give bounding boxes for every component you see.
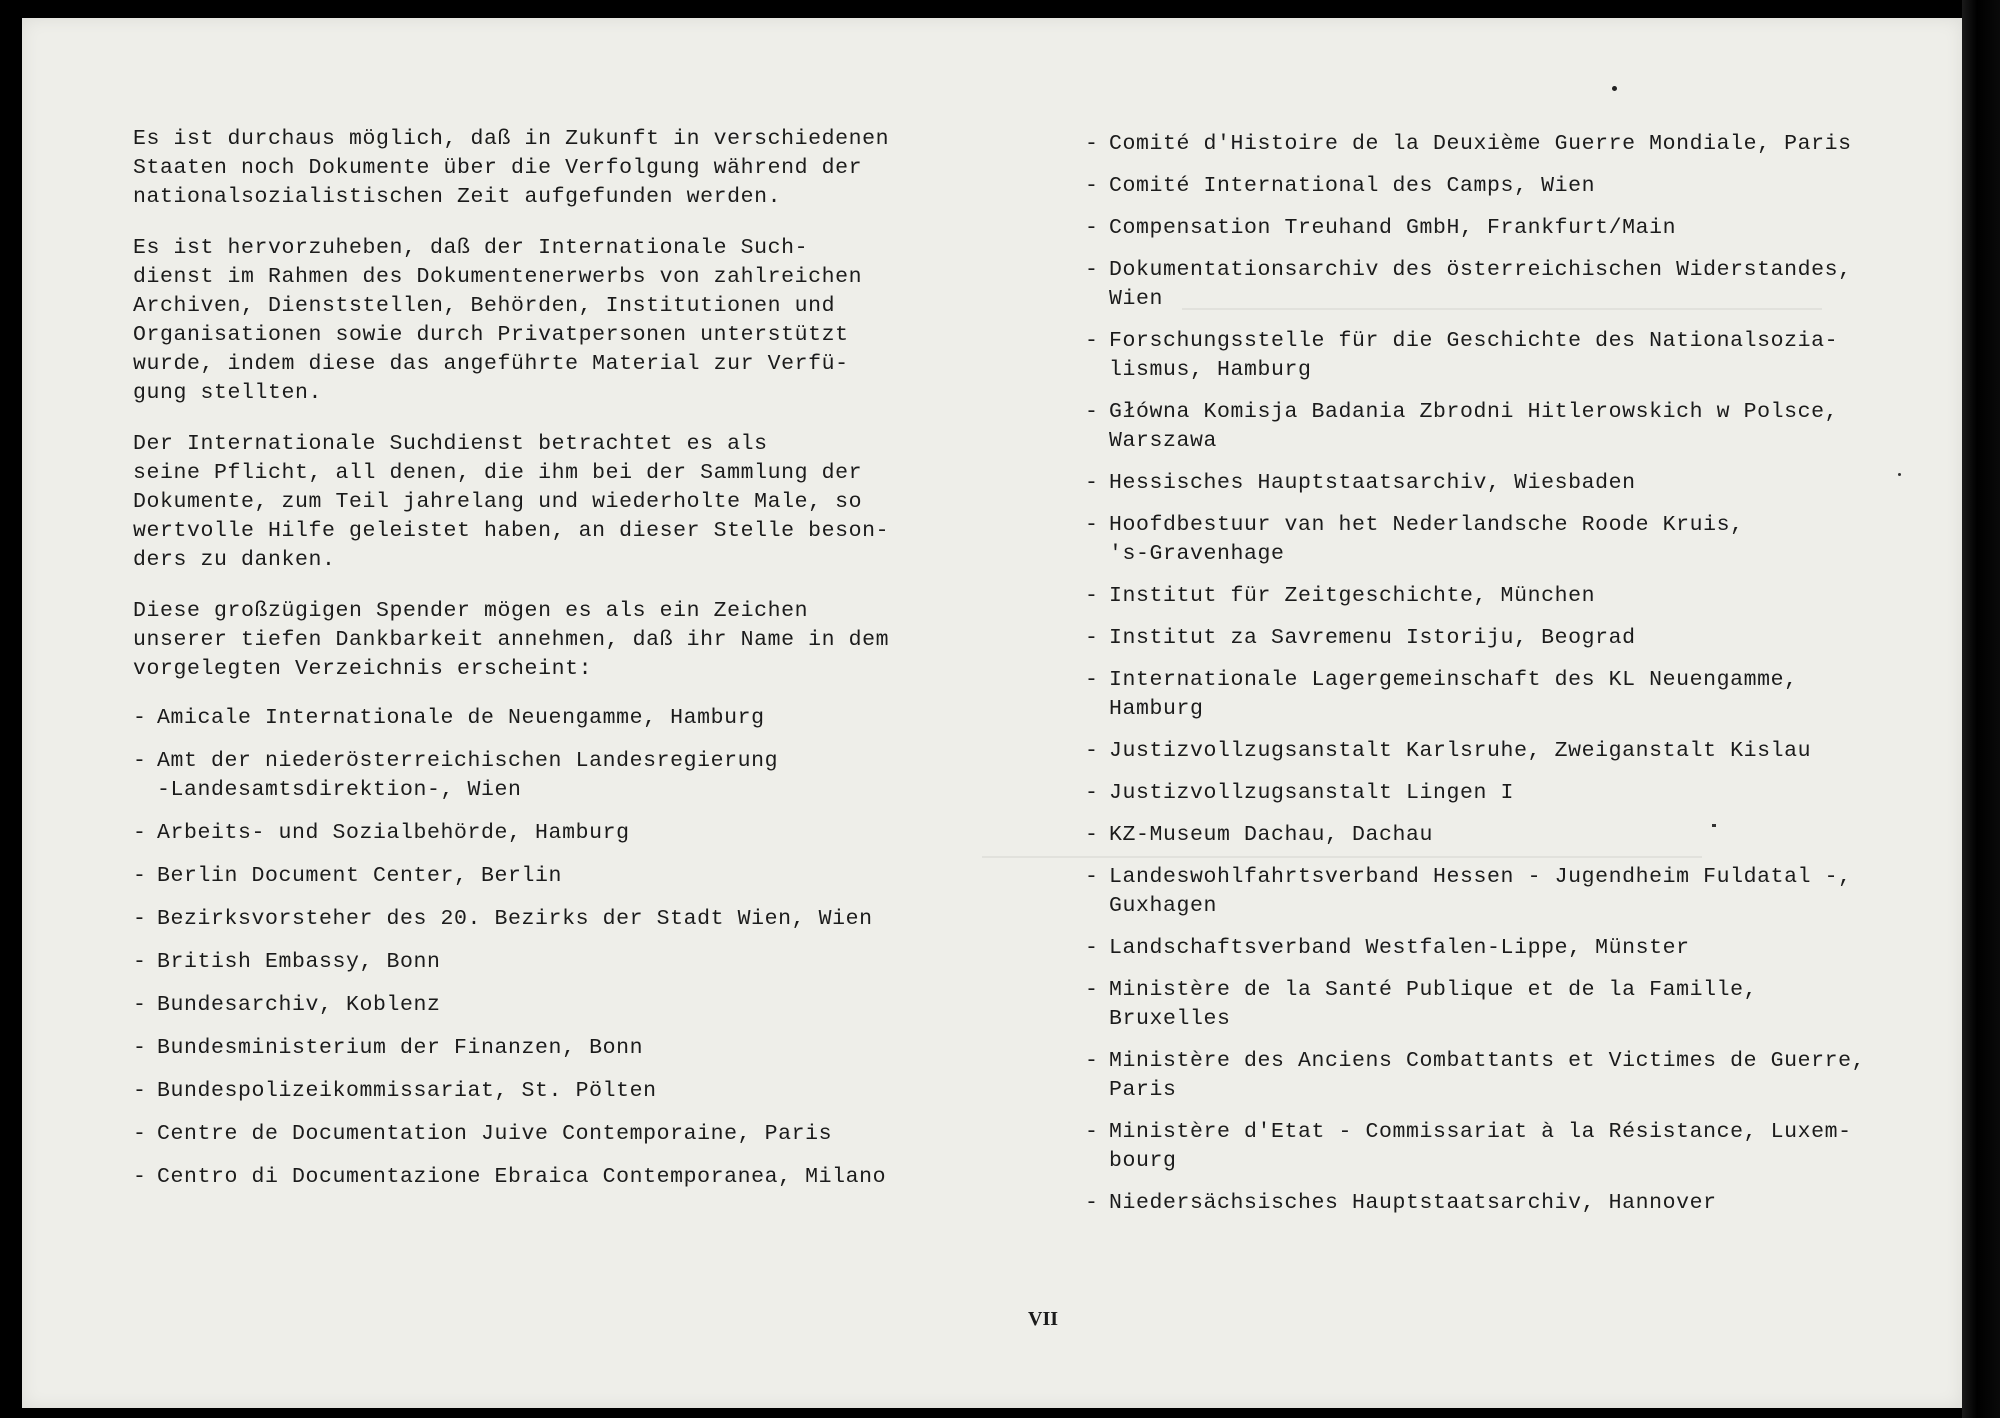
list-item bbox=[1085, 582, 1945, 611]
list-item-text: Bezirksvorsteher des 20. Bezirks der Stadt Wien, Wien bbox=[157, 907, 873, 931]
bullet-dash: - bbox=[133, 1165, 147, 1189]
bullet-dash: - bbox=[1085, 1120, 1099, 1144]
ink-speck bbox=[1712, 824, 1716, 827]
list-item-text: Justizvollzugsanstalt Lingen I bbox=[1109, 781, 1515, 805]
list-item bbox=[1085, 934, 1945, 963]
list-item bbox=[1085, 1047, 1945, 1105]
list-item-text: Ministère d'Etat - Commissariat à la Résistance, Luxem- bourg bbox=[1109, 1120, 1852, 1173]
bullet-dash: - bbox=[1085, 471, 1099, 495]
list-item bbox=[133, 747, 973, 805]
list-item-text: Bundespolizeikommissariat, St. Pölten bbox=[157, 1079, 657, 1103]
list-item bbox=[133, 704, 973, 733]
list-item-text: Ministère des Anciens Combattants et Victimes de Guerre, Paris bbox=[1109, 1049, 1866, 1102]
donor-list-right bbox=[1085, 130, 1945, 1218]
donor-list-left bbox=[133, 704, 973, 1192]
bullet-dash: - bbox=[1085, 174, 1099, 198]
document-page bbox=[22, 18, 1962, 1408]
list-item bbox=[1085, 779, 1945, 808]
list-item-text: Arbeits- und Sozialbehörde, Hamburg bbox=[157, 821, 630, 845]
list-item-text: Bundesarchiv, Koblenz bbox=[157, 993, 441, 1017]
bullet-dash: - bbox=[1085, 258, 1099, 282]
list-item-text: Amicale Internationale de Neuengamme, Hamburg bbox=[157, 706, 765, 730]
bullet-dash: - bbox=[133, 1036, 147, 1060]
list-item bbox=[133, 819, 973, 848]
list-item bbox=[1085, 398, 1945, 456]
bullet-dash: - bbox=[1085, 584, 1099, 608]
bullet-dash: - bbox=[1085, 132, 1099, 156]
bullet-dash: - bbox=[133, 864, 147, 888]
bullet-dash: - bbox=[133, 749, 147, 773]
list-item-text: Ministère de la Santé Publique et de la Famille, Bruxelles bbox=[1109, 978, 1758, 1031]
list-item-text: Compensation Treuhand GmbH, Frankfurt/Main bbox=[1109, 216, 1677, 240]
list-item-text: Hoofdbestuur van het Nederlandsche Roode Kruis, 's-Gravenhage bbox=[1109, 513, 1744, 566]
ink-speck bbox=[1612, 86, 1617, 91]
bullet-dash: - bbox=[1085, 823, 1099, 847]
list-item-text: Amt der niederösterreichischen Landesregierung -Landesamtsdirektion-, Wien bbox=[157, 749, 779, 802]
list-item bbox=[1085, 256, 1945, 314]
bullet-dash: - bbox=[1085, 865, 1099, 889]
scanner-edge bbox=[1962, 0, 2000, 1418]
list-item-text: Hessisches Hauptstaatsarchiv, Wiesbaden bbox=[1109, 471, 1636, 495]
bullet-dash: - bbox=[1085, 1049, 1099, 1073]
bullet-dash: - bbox=[1085, 513, 1099, 537]
list-item-text: Comité d'Histoire de la Deuxième Guerre Mondiale, Paris bbox=[1109, 132, 1852, 156]
bullet-dash: - bbox=[1085, 781, 1099, 805]
list-item-text: Internationale Lagergemeinschaft des KL Neuengamme, Hamburg bbox=[1109, 668, 1798, 721]
bullet-dash: - bbox=[1085, 626, 1099, 650]
list-item-text: Landschaftsverband Westfalen-Lippe, Münster bbox=[1109, 936, 1690, 960]
bullet-dash: - bbox=[133, 907, 147, 931]
list-item bbox=[133, 948, 973, 977]
list-item bbox=[1085, 976, 1945, 1034]
list-item bbox=[1085, 130, 1945, 159]
paragraph-support: Es ist hervorzuheben, daß der Internationale Such- dienst im Rahmen des Dokumentenerwerbs von zahlreichen Archiven, Dienststellen, Behörden, Institutionen und Organisationen sowie durch Privatpersonen unterstützt wurde, indem diese das angeführte Material zur Verfü- gung stellten. bbox=[133, 236, 863, 405]
right-column bbox=[1085, 130, 1945, 1231]
list-item-text: Centro di Documentazione Ebraica Contemporanea, Milano bbox=[157, 1165, 887, 1189]
list-item-text: British Embassy, Bonn bbox=[157, 950, 441, 974]
list-item bbox=[1085, 511, 1945, 569]
list-item bbox=[1085, 821, 1945, 850]
bullet-dash: - bbox=[1085, 1191, 1099, 1215]
list-item bbox=[1085, 863, 1945, 921]
list-item-text: Comité International des Camps, Wien bbox=[1109, 174, 1596, 198]
list-item bbox=[1085, 1118, 1945, 1176]
list-item-text: Justizvollzugsanstalt Karlsruhe, Zweiganstalt Kislau bbox=[1109, 739, 1812, 763]
list-item-text: Dokumentationsarchiv des österreichischen Widerstandes, Wien bbox=[1109, 258, 1852, 311]
list-item bbox=[1085, 214, 1945, 243]
bullet-dash: - bbox=[1085, 739, 1099, 763]
list-item bbox=[1085, 666, 1945, 724]
page-number: VII bbox=[1028, 1308, 1059, 1330]
list-item-text: Niedersächsisches Hauptstaatsarchiv, Hannover bbox=[1109, 1191, 1717, 1215]
list-item bbox=[133, 905, 973, 934]
bullet-dash: - bbox=[133, 1079, 147, 1103]
list-item-text: Institut für Zeitgeschichte, München bbox=[1109, 584, 1596, 608]
list-item bbox=[133, 991, 973, 1020]
list-item-text: Centre de Documentation Juive Contemporaine, Paris bbox=[157, 1122, 833, 1146]
bullet-dash: - bbox=[1085, 216, 1099, 240]
ink-speck bbox=[1898, 473, 1901, 476]
list-item bbox=[133, 862, 973, 891]
list-item bbox=[133, 1163, 973, 1192]
list-item-text: Główna Komisja Badania Zbrodni Hitlerowskich w Polsce, Warszawa bbox=[1109, 400, 1839, 453]
bullet-dash: - bbox=[1085, 936, 1099, 960]
paragraph-thanks: Der Internationale Suchdienst betrachtet es als seine Pflicht, all denen, die ihm bei der Sammlung der Dokumente, zum Teil jahrelang und wiederholte Male, so wertvolle Hilfe geleistet haben, an dieser Stelle beson- ders zu danken. bbox=[133, 432, 890, 572]
bullet-dash: - bbox=[133, 706, 147, 730]
list-item bbox=[133, 1077, 973, 1106]
list-item bbox=[1085, 172, 1945, 201]
list-item-text: Forschungsstelle für die Geschichte des Nationalsozia- lismus, Hamburg bbox=[1109, 329, 1839, 382]
list-item-text: Landeswohlfahrtsverband Hessen - Jugendheim Fuldatal -, Guxhagen bbox=[1109, 865, 1852, 918]
list-item bbox=[133, 1120, 973, 1149]
bullet-dash: - bbox=[133, 821, 147, 845]
list-item-text: Berlin Document Center, Berlin bbox=[157, 864, 563, 888]
list-item bbox=[1085, 469, 1945, 498]
bullet-dash: - bbox=[133, 993, 147, 1017]
bullet-dash: - bbox=[133, 950, 147, 974]
list-item-text: KZ-Museum Dachau, Dachau bbox=[1109, 823, 1434, 847]
left-column bbox=[133, 125, 973, 1206]
paragraph-donors: Diese großzügigen Spender mögen es als ein Zeichen unserer tiefen Dankbarkeit annehmen, daß ihr Name in dem vorgelegten Verzeichnis erscheint: bbox=[133, 599, 890, 681]
list-item-text: Institut za Savremenu Istoriju, Beograd bbox=[1109, 626, 1636, 650]
bullet-dash: - bbox=[1085, 978, 1099, 1002]
list-item bbox=[1085, 737, 1945, 766]
bullet-dash: - bbox=[1085, 400, 1099, 424]
bullet-dash: - bbox=[133, 1122, 147, 1146]
paragraph-intro: Es ist durchaus möglich, daß in Zukunft in verschiedenen Staaten noch Dokumente über die Verfolgung während der nationalsozialistischen Zeit aufgefunden werden. bbox=[133, 127, 890, 209]
list-item bbox=[1085, 1189, 1945, 1218]
list-item bbox=[1085, 624, 1945, 653]
list-item-text: Bundesministerium der Finanzen, Bonn bbox=[157, 1036, 644, 1060]
list-item bbox=[1085, 327, 1945, 385]
list-item bbox=[133, 1034, 973, 1063]
bullet-dash: - bbox=[1085, 668, 1099, 692]
bullet-dash: - bbox=[1085, 329, 1099, 353]
